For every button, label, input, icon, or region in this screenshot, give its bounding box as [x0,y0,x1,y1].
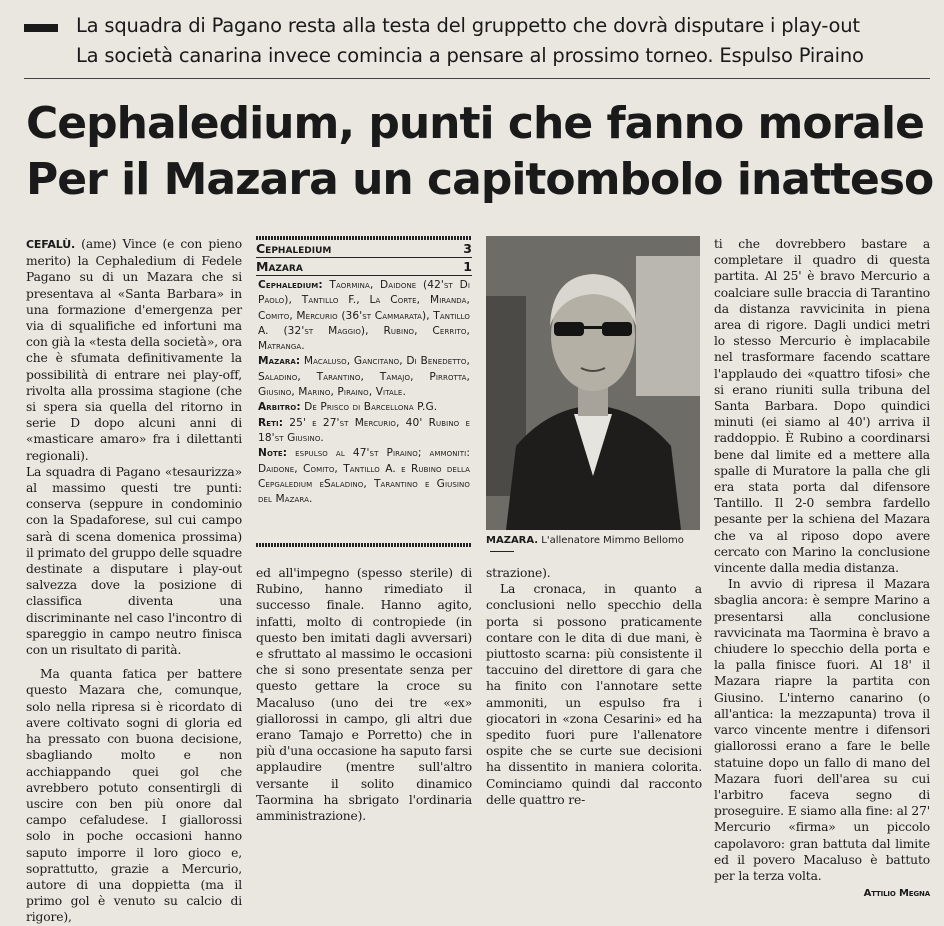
team-row-away [256,258,472,276]
article-column-1 [26,236,242,926]
paragraph: La squadra di Pagano «tesaurizza» al massimo questi tre punti: conserva (seppure in condominio con la Spadaforese, sul cui campo sarà di scena domenica prossima) il primato del gruppo delle squadre destinate a disputare i play-out salvezza dove la posizione di classifica diventa una discriminante nel caso l'incontro di spareggio in campo neutro finisca con un risultato di parità. [26,464,242,658]
caption-label: MAZARA. [486,535,539,546]
paragraph: ed all'impegno (spesso sterile) di Rubino, hanno rimediato il successo finale. Hanno agito, infatti, molto di contropiede (in questo ben imitati dagli avversari) e sfruttato al massimo le occasioni che si sono presentate senza per questo gettare la croce su Macaluso (uno dei tre «ex» giallorossi in campo, gli altri due erano Tamajo e Porretto) che in più d'una occasione ha saputo farsi applaudire (mentre sull'altro versante il solito dinamico Taormina ha sbrigato l'ordinaria amministrazione). [256,566,472,824]
box-body [256,276,472,507]
notes: espulso al 47'st Piraino; ammoniti: Daidone, Comito, Tantillo A. e Rubino della Cepgaledium eSaladino, Tarantino e Giusino del Mazara. [258,447,470,506]
paragraph: ti che dovrebbero bastare a completare il quadro di questa partita. Al 25' è bravo Mercurio a coalciare sulle braccia di Tarantino da distanza ravvicinita in piena area di rigore. Dagli undici metri lo stesso Mercurio è implacabile nel trasformare facendo scattare l'applaudo dei «quattro tifosi» che si erano riuniti sulla tribuna del Santa Barbara. Dopo quindici minuti (ei siamo al 40') arriva il raddoppio. È Rubino a coordinarsi bene dal limite ed a mettere alla spalle di Muratore la palla che gli era stata porta dal difensore Tantillo. Il 2-0 sembra fardello pesante per la schiena del Mazara che va al riposo dopo avere cercato con Marino la conclusione vincente dalla media distanza. [714,237,930,576]
paragraph: La cronaca, in quanto a conclusioni nello specchio della porta si possono praticamente contare con le dita di due mani, è piuttosto scarna: più consistente il taccuino del direttore di gara che ha finito con l'annotare sette ammoniti, un espulso fra i giocatori in «zona Cesarini» ed ha spedito fuori pure l'allenatore ospite che se curte sue decisioni ha dissentito in maniera colorita. Cominciamo quindi dal racconto delle quattro re- [486,582,702,807]
headline-line-2: Per il Mazara un capitombolo inatteso [26,154,934,205]
paragraph: Ma quanta fatica per battere questo Mazara che, comunque, solo nella ripresa si è ricordato di avere coltivato sogni di gloria ed ha pressato con buona decisione, sbagliando molto e non acchiappando quei gol che avrebbero potuto consentirgli di uscire con ben più onore dal campo cefaludese. I giallorossi solo in poche occasioni hanno saputo imporre il loro gioco e, soprattutto, grazie a Mercurio, autore di una doppietta (ma il primo gol è venuto su calcio di rigore), [26,667,242,925]
paragraph: In avvio di ripresa il Mazara sbaglia ancora: è sempre Marino a presentarsi alla conclusione ravvicinata ma Taormina è bravo a chiudere lo specchio della porta e la palla finisce fuori. Al 18' il Mazara riapre la partita con Giusino. L'interno canarino (o all'antica: la mezzapunta) trova il varco vincente mentre i difensori giallorossi erano a fare le belle statuine dopo un fallo di mano del Mazara fuori dell'area su cui l'arbitro faceva segno di proseguire. E siamo alla fine: al 27' Mercurio «firma» un piccolo capolavoro: gran battuta dal limite ed il povero Macaluso è battuto per la terza volta. [714,577,930,883]
paragraph: (ame) Vince (e con pieno merito) la Cephaledium di Fedele Pagano su di un Mazara che si presentava al «Santa Barbara» in una formazione d'emergenza per via di squalifiche ed infortuni ma con già la «testa della società», ora che è sfumata definitivamente la possibilità di entrare nei play-off, rivolta alla prossima stagione (che si spera sia quella del ritorno in serie D dopo alcuni anni di «masticare amaro» fra i dilettanti regionali). [26,237,242,463]
article-column-4 [714,236,930,902]
caption-rule [490,551,514,552]
author-signature: Attilio Megna [863,888,930,900]
box-label: Note: [258,447,288,460]
referee: De Prisco di Barcellona P.G. [300,401,438,414]
header-rule [24,78,930,79]
team-score: 3 [463,241,472,256]
article-column-3 [486,565,702,808]
coach-photo [486,236,700,530]
goals: 25' e 27'st Mercurio, 40' Rubino e 18'st Giusino. [258,416,470,444]
team-row-home [256,240,472,258]
lineup-away: Macaluso, Gancitano, Di Benedetto, Saladino, Tarantino, Tamajo, Pirrotta, Giusino, Marino, Piraino, Vitale. [258,355,470,399]
match-summary-box [256,236,472,507]
portrait-illustration [486,236,700,530]
lineup-home: Taormina, Daidone (42'st Di Paolo), Tantillo F., La Corte, Miranda, Comito, Mercurio (36'st Cammarata), Tantillo A. (32'st Maggio), Rubino, Cerrito, Matranga. [258,279,470,353]
kicker-line-1: La squadra di Pagano resta alla testa del gruppetto che dovrà disputare i play-out [76,14,860,37]
headline-line-1: Cephaledium, punti che fanno morale [26,98,924,149]
box-bottom-bar [256,543,472,547]
dateline: CEFALÙ. [26,238,76,251]
kicker-line-2: La società canarina invece comincia a pensare al prossimo torneo. Espulso Piraino [76,44,864,67]
caption-text: L'allenatore Mimmo Bellomo [538,535,684,546]
box-label: Reti: [258,416,284,429]
box-label: Cephaledium: [258,279,323,291]
team-score: 1 [463,259,472,274]
team-name: Mazara [256,259,303,274]
photo-caption [486,535,702,557]
box-label: Arbitro: [258,401,301,414]
kicker-bullet [24,24,58,32]
article-column-2 [256,565,472,824]
box-label: Mazara: [258,355,301,368]
paragraph: strazione). [486,566,551,580]
team-name: Cephaledium [256,241,332,256]
